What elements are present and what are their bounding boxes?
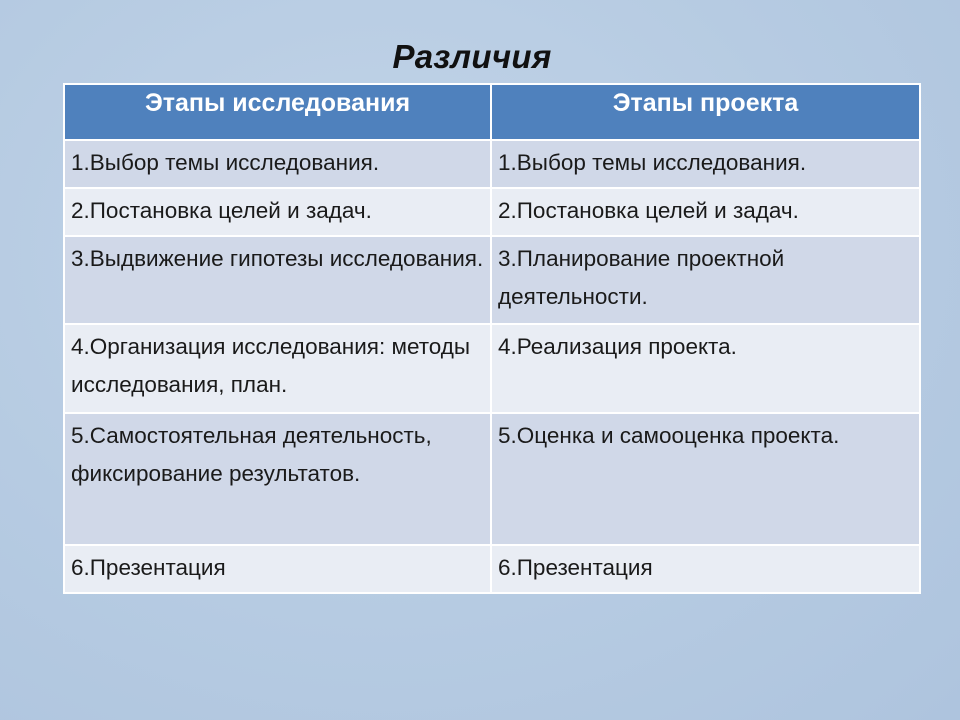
column-header-research: Этапы исследования	[64, 84, 491, 140]
comparison-table	[63, 83, 921, 594]
project-step-cell: 5.Оценка и самооценка проекта.	[491, 413, 920, 545]
project-step-cell: 1.Выбор темы исследования.	[491, 140, 920, 188]
research-step-cell: 2.Постановка целей и задач.	[64, 188, 491, 236]
project-step-cell: 6.Презентация	[491, 545, 920, 593]
column-header-project: Этапы проекта	[491, 84, 920, 140]
table-row	[64, 324, 920, 413]
research-step-cell: 4.Организация исследования: методы исследования, план.	[64, 324, 491, 413]
table-row	[64, 413, 920, 545]
table-header-row	[64, 84, 920, 140]
slide-title: Различия	[392, 38, 552, 75]
research-step-cell: 5.Самостоятельная деятельность, фиксирование результатов.	[64, 413, 491, 545]
research-step-cell: 1.Выбор темы исследования.	[64, 140, 491, 188]
table-row	[64, 236, 920, 324]
research-step-cell: 6.Презентация	[64, 545, 491, 593]
project-step-cell: 4.Реализация проекта.	[491, 324, 920, 413]
project-step-cell: 3.Планирование проектной деятельности.	[491, 236, 920, 324]
project-step-cell: 2.Постановка целей и задач.	[491, 188, 920, 236]
table-row	[64, 545, 920, 593]
table-row	[64, 140, 920, 188]
research-step-cell: 3.Выдвижение гипотезы исследования.	[64, 236, 491, 324]
table-row	[64, 188, 920, 236]
